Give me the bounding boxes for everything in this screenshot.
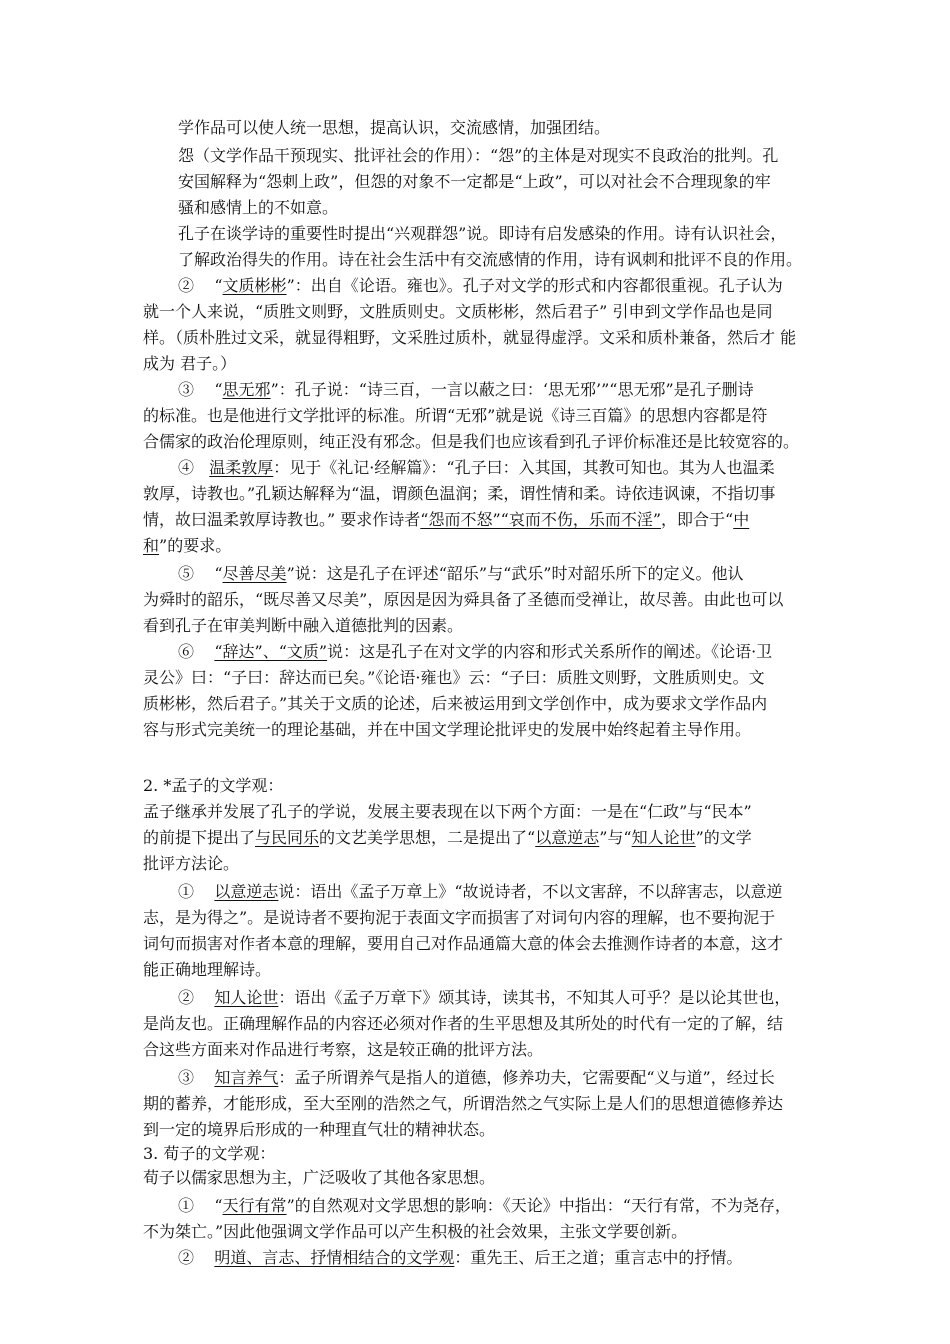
text-line <box>143 534 231 558</box>
term-yiyi-nizhi: 以意逆志 <box>535 828 600 847</box>
quote-mark: “ <box>214 380 223 399</box>
text-line: 合儒家的政治伦理原则，纯正没有邪念。但是我们也应该看到孔子评价标准还是比较宽容的。 <box>143 432 800 451</box>
item-number: ② <box>178 988 195 1007</box>
term-zhiren-lunshi: 知人论世 <box>631 828 696 847</box>
text-line: 质彬彬，然后君子。”其关于文质的论述，后来被运用到文学创作中，成为要求文学作品内 <box>143 694 768 713</box>
paragraph-cida-line1 <box>178 640 772 664</box>
term-zhiren-lunshi: 知人论世 <box>214 988 279 1007</box>
text-span: ，即合于“ <box>661 510 734 529</box>
text-line: 了解政治得失的作用。诗在社会生活中有交流感情的作用，诗有讽刺和批评不良的作用。 <box>178 250 803 269</box>
text-line: 看到孔子在审美判断中融入道德批判的因素。 <box>143 616 464 635</box>
item-number: ② <box>178 1248 195 1267</box>
text-span: 的前提下提出了 <box>143 828 256 847</box>
term-siwuxie: 思无邪 <box>222 380 271 399</box>
quote-mark: “ <box>214 564 223 583</box>
term-wenzhi-binbin: 文质彬彬 <box>222 276 287 295</box>
item-number: ⑥ <box>178 642 195 661</box>
item-number: ⑤ <box>178 564 195 583</box>
item-number: ① <box>178 882 195 901</box>
item-number: ② <box>178 276 195 295</box>
text-line: 灵公》曰：“子曰：辞达而已矣。”《论语·雍也》云：“子曰：质胜文则野，文胜质则史。文 <box>143 668 765 687</box>
text-span: ”的要求。 <box>159 536 232 555</box>
text-line: 怨（文学作品干预现实、批评社会的作用）：“怨”的主体是对现实不良政治的批判。孔 <box>178 146 779 165</box>
text-line: 不为桀亡。”因此他强调文学作品可以产生积极的社会效果，主张文学要创新。 <box>143 1222 688 1241</box>
text-span: ：重先王、后王之道；重言志中的抒情。 <box>454 1248 743 1267</box>
text-line: 学作品可以使人统一思想，提高认识，交流感情，加强团结。 <box>178 118 611 137</box>
paragraph-wenzhi-line1 <box>178 274 783 298</box>
text-line: 能正确地理解诗。 <box>143 960 272 979</box>
term-zhiyan-yangqi: 知言养气 <box>214 1068 279 1087</box>
paragraph-siwuxie-line1 <box>178 378 754 402</box>
term-wenrou-dunhou: 温柔敦厚 <box>209 458 274 477</box>
text-line: 合这些方面来对作品进行考察，这是较正确的批评方法。 <box>143 1040 544 1059</box>
text-line: 词句而损害对作者本意的理解，要用自己对作品通篇大意的体会去推测作诗者的本意，这才 <box>143 934 784 953</box>
term-cida-wenzhi: “辞达”、“文质” <box>214 642 328 661</box>
text-line: 的标准。也是他进行文学批评的标准。所谓“无邪”就是说《诗三百篇》的思想内容都是符 <box>143 406 768 425</box>
text-line: 样。（质朴胜过文采，就显得粗野，文采胜过质朴，就显得虚浮。文采和质朴兼备，然后才 能 <box>143 328 797 347</box>
text-span: 说：语出《孟子万章上》“故说诗者，不以文害辞，不以辞害志，以意逆 <box>278 882 783 901</box>
paragraph-zhiyan-line1 <box>178 1066 775 1090</box>
item-number: ④ <box>178 458 195 477</box>
paragraph-yiyi-line1 <box>178 880 783 904</box>
text-line: 期的蓄养，才能形成，至大至刚的浩然之气，所谓浩然之气实际上是人们的思想道德修养达 <box>143 1094 784 1113</box>
paragraph-wenrou-line1 <box>178 456 775 480</box>
text-line <box>143 826 752 850</box>
text-line: 容与形式完美统一的理论基础，并在中国文学理论批评史的发展中始终起着主导作用。 <box>143 720 752 739</box>
text-line: 安国解释为“怨刺上政”，但怨的对象不一定都是“上政”，可以对社会不合理现象的牢 <box>178 172 771 191</box>
quote-mark: “ <box>214 1196 223 1215</box>
text-line <box>143 508 749 532</box>
item-number: ① <box>178 1196 195 1215</box>
text-span: ”的自然观对文学思想的影响：《天论》中指出：“天行有常，不为尧存， <box>286 1196 791 1215</box>
text-line: 是尚友也。正确理解作品的内容还必须对作者的生平思想及其所处的时代有一定的了解，结 <box>143 1014 784 1033</box>
item-number: ③ <box>178 380 195 399</box>
text-span: ：孟子所谓养气是指人的道德，修养功夫，它需要配“义与道”，经过长 <box>278 1068 775 1087</box>
text-span: ”：出自《论语。雍也》。孔子对文学的形式和内容都很重视。孔子认为 <box>286 276 783 295</box>
paragraph-jinshan-line1 <box>178 562 743 586</box>
term-zhonghe-part2: 和 <box>143 536 160 555</box>
text-line: 孟子继承并发展了孔子的学说，发展主要表现在以下两个方面：一是在“仁政”与“民本” <box>143 802 752 821</box>
paragraph-tianxing-line1 <box>178 1194 791 1218</box>
text-span: ”：孔子说：“诗三百，一言以蔽之曰：‘思无邪’”“思无邪”是孔子删诗 <box>270 380 754 399</box>
text-line: 批评方法论。 <box>143 854 240 873</box>
section-heading-mengzi: 2. *孟子的文学观： <box>143 776 284 795</box>
text-line: 敦厚，诗教也。”孔颖达解释为“温，谓颜色温润；柔，谓性情和柔。诗依违讽谏，不指切事 <box>143 484 776 503</box>
text-line: 为舜时的韶乐，“既尽善又尽美”，原因是因为舜具备了圣德而受禅让，故尽善。由此也可以 <box>143 590 784 609</box>
text-line: 骚和感情上的不如意。 <box>178 198 339 217</box>
text-span: ”与“ <box>599 828 632 847</box>
term-yiyi-nizhi: 以意逆志 <box>214 882 279 901</box>
term-zhonghe-part1: 中 <box>733 510 750 529</box>
text-span: 说：这是孔子在对文学的内容和形式关系所作的阐述。《论语·卫 <box>327 642 773 661</box>
text-span: ：见于《礼记·经解篇》：“孔子曰：入其国，其教可知也。其为人也温柔 <box>273 458 775 477</box>
text-line: 成为 君子。） <box>143 354 237 373</box>
section-heading-xunzi: 3. 荀子的文学观： <box>143 1144 276 1163</box>
text-span: ”的文学 <box>695 828 752 847</box>
text-line: 到一定的境界后形成的一种理直气壮的精神状态。 <box>143 1120 496 1139</box>
text-line: 志，是为得之”。是说诗者不要拘泥于表面文字而损害了对词句内容的理解，也不要拘泥于 <box>143 908 776 927</box>
text-line: 荀子以儒家思想为主，广泛吸收了其他各家思想。 <box>143 1168 496 1187</box>
item-number: ③ <box>178 1068 195 1087</box>
term-jinshan-jinmei: 尽善尽美 <box>222 564 287 583</box>
paragraph-mingdao-line1 <box>178 1246 742 1270</box>
text-span: ”说：这是孔子在评述“韶乐”与“武乐”时对韶乐所下的定义。他认 <box>286 564 744 583</box>
term-tianxing-youchang: 天行有常 <box>222 1196 287 1215</box>
term-yu-min-tong-le: 与民同乐 <box>255 828 320 847</box>
text-span: ：语出《孟子万章下》颂其诗，读其书，不知其人可乎？是以论其世也， <box>278 988 791 1007</box>
term-mingdao-yanzhi-shuqing: 明道、言志、抒情相结合的文学观 <box>214 1248 455 1267</box>
text-span: 情，故曰温柔敦厚诗教也。” 要求作诗者 <box>143 510 421 529</box>
text-line: 孔子在谈学诗的重要性时提出“兴观群怨”说。即诗有启发感染的作用。诗有认识社会， <box>178 224 787 243</box>
text-line: 就一个人来说，“质胜文则野，文胜质则史。文质彬彬，然后君子” 引申到文学作品也是同 <box>143 302 773 321</box>
quote-mark: “ <box>214 276 223 295</box>
paragraph-zhiren-line1 <box>178 986 790 1010</box>
text-span: 的文艺美学思想，二是提出了“ <box>319 828 536 847</box>
term-yuan-er-bu-nu: “怨而不怒”“哀而不伤，乐而不淫” <box>420 510 662 529</box>
